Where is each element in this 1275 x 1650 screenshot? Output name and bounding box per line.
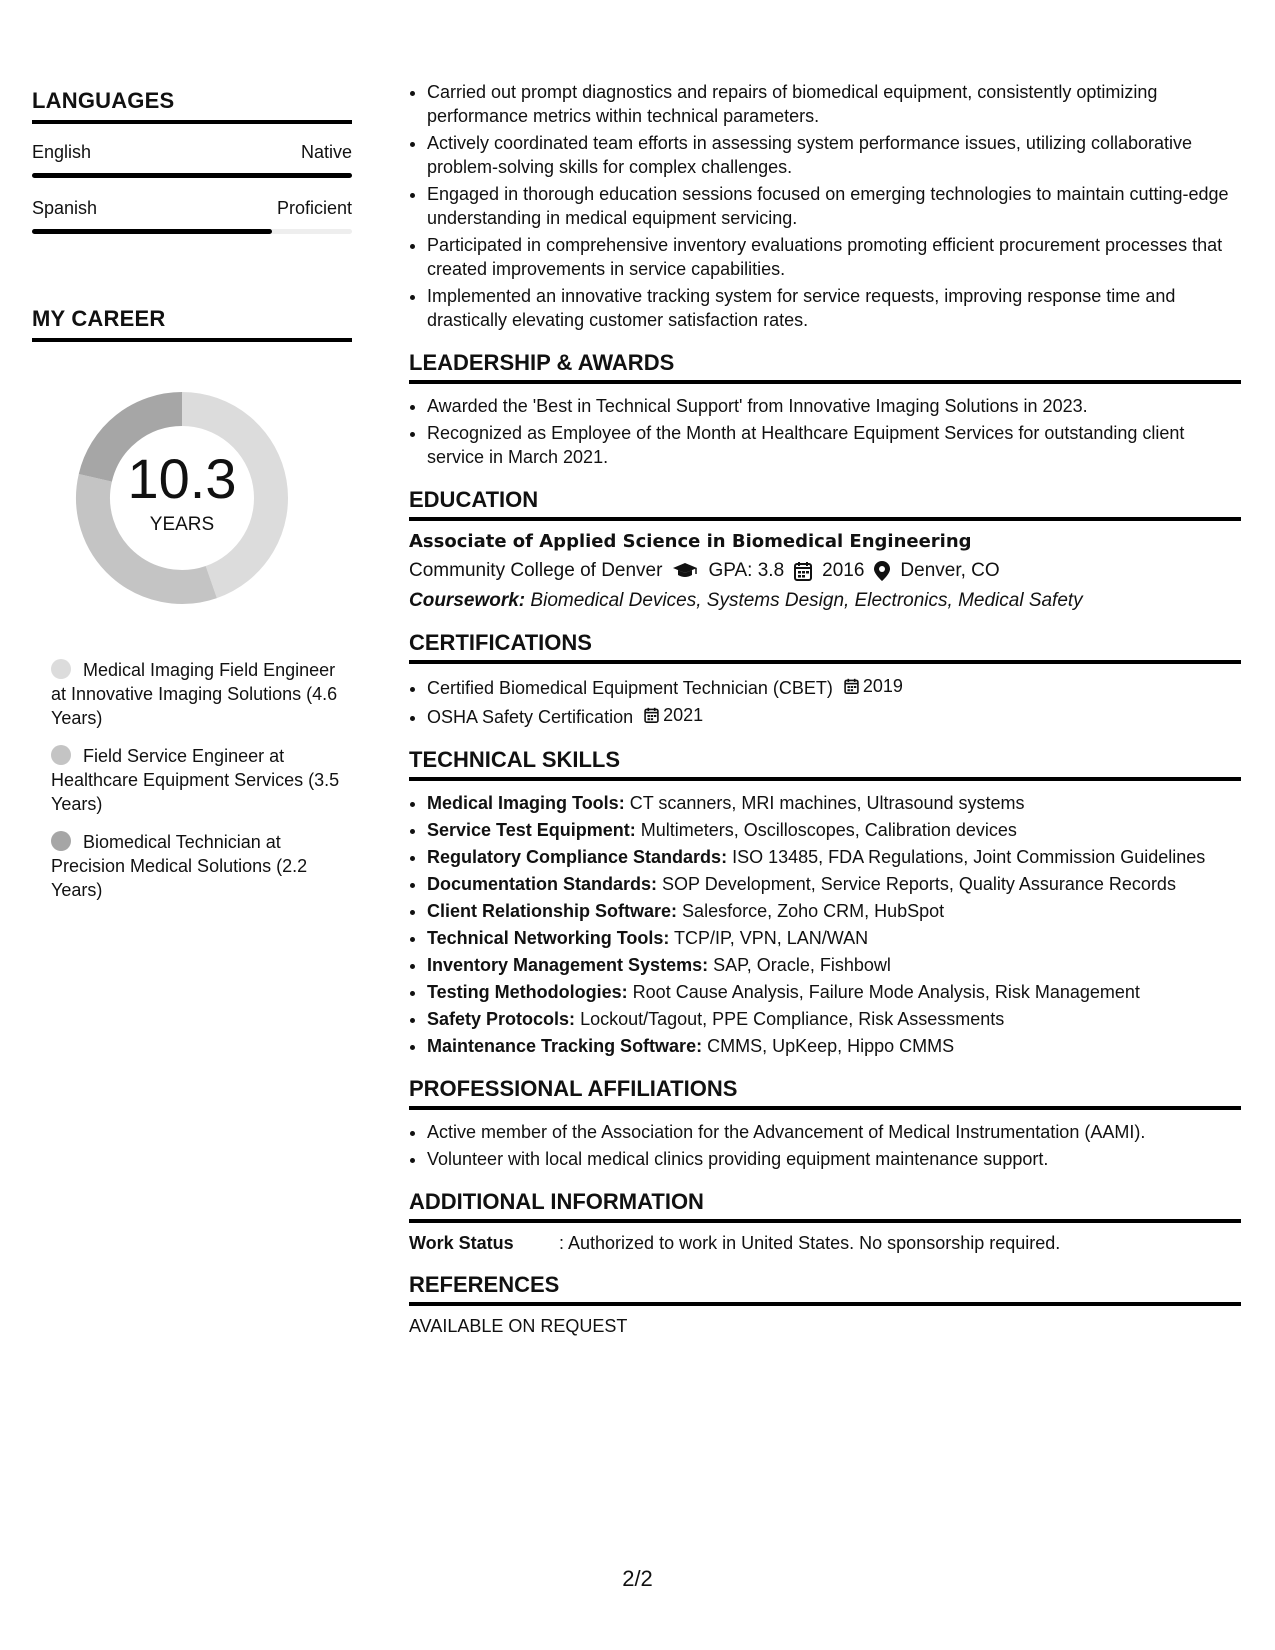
certifications-heading: CERTIFICATIONS (409, 630, 1241, 664)
languages-heading: LANGUAGES (32, 88, 352, 124)
skill-item (427, 818, 1241, 842)
career-legend-item (51, 658, 341, 730)
legend-dot (51, 659, 71, 679)
education-year: 2016 (822, 560, 865, 581)
certification-year: 2021 (663, 705, 704, 725)
career-donut-chart (62, 378, 302, 618)
skill-value: Salesforce, Zoho CRM, HubSpot (682, 901, 945, 921)
language-name: English (32, 142, 92, 162)
affiliation-item: • Active member of the Association for the Advancement of Medical Instrumentation (AAMI). (427, 1120, 1241, 1144)
certification-name: Certified Biomedical Equipment Technician (CBET) (427, 678, 833, 698)
legend-label: Biomedical Technician at Precision Medical Solutions (2.2 Years) (51, 832, 308, 900)
certification-item (427, 674, 1241, 700)
education-details (409, 560, 1241, 582)
work-status-label: Work Status (409, 1233, 514, 1253)
skill-label: Regulatory Compliance Standards: (427, 847, 728, 867)
left-column (32, 88, 352, 916)
skill-value: CMMS, UpKeep, Hippo CMMS (707, 1036, 955, 1056)
experience-bullets (409, 80, 1241, 332)
skill-label: Inventory Management Systems: (427, 955, 709, 975)
legend-label: Medical Imaging Field Engineer at Innovative Imaging Solutions (4.6 Years) (51, 660, 338, 728)
experience-bullet: • Actively coordinated team efforts in assessing system performance issues, utilizing collaborative problem-solving skills for complex challenges. (427, 131, 1241, 179)
leadership-item: • Awarded the 'Best in Technical Support' from Innovative Imaging Solutions in 2023. (427, 394, 1241, 418)
certifications-list (409, 674, 1241, 729)
calendar-icon (844, 678, 859, 694)
education-school: Community College of Denver (409, 560, 663, 581)
language-proficiency-bar (32, 229, 352, 234)
career-years-unit: YEARS (149, 514, 215, 535)
affiliation-item: • Volunteer with local medical clinics providing equipment maintenance support. (427, 1147, 1241, 1171)
skill-value: Lockout/Tagout, PPE Compliance, Risk Assessments (580, 1009, 1005, 1029)
skill-item (427, 953, 1241, 977)
leadership-list (409, 394, 1241, 469)
legend-dot (51, 745, 71, 765)
language-proficiency-bar (32, 173, 352, 178)
skill-item (427, 926, 1241, 950)
calendar-icon (644, 707, 659, 723)
affiliations-list (409, 1120, 1241, 1171)
education-gpa: GPA: 3.8 (708, 560, 785, 581)
language-proficiency-fill (32, 229, 272, 234)
graduation-cap-icon (672, 562, 698, 580)
skills-heading: TECHNICAL SKILLS (409, 747, 1241, 781)
language-level: Proficient (276, 198, 352, 218)
language-item (32, 142, 352, 178)
skill-label: Technical Networking Tools: (427, 928, 670, 948)
education-heading: EDUCATION (409, 487, 1241, 521)
experience-bullet: • Participated in comprehensive inventory evaluations promoting efficient procurement processes that created improvements in service capabilities. (427, 233, 1241, 281)
skill-item (427, 980, 1241, 1004)
career-total-years: 10.3 (127, 447, 237, 510)
skill-value: SOP Development, Service Reports, Quality Assurance Records (662, 874, 1176, 894)
legend-label: Field Service Engineer at Healthcare Equipment Services (3.5 Years) (51, 746, 340, 814)
skill-label: Safety Protocols: (427, 1009, 576, 1029)
legend-dot (51, 831, 71, 851)
work-status-row (409, 1233, 1241, 1254)
career-legend-item (51, 744, 341, 816)
skill-label: Testing Methodologies: (427, 982, 628, 1002)
leadership-item: • Recognized as Employee of the Month at Healthcare Equipment Services for outstanding client service in March 2021. (427, 421, 1241, 469)
education-degree: Associate of Applied Science in Biomedical Engineering (409, 531, 972, 552)
skill-label: Documentation Standards: (427, 874, 658, 894)
skill-label: Service Test Equipment: (427, 820, 636, 840)
education-coursework (409, 590, 1241, 612)
career-heading: MY CAREER (32, 306, 352, 342)
additional-info-heading: ADDITIONAL INFORMATION (409, 1189, 1241, 1223)
certification-name: OSHA Safety Certification (427, 707, 634, 727)
education-location: Denver, CO (900, 560, 1000, 581)
skill-item (427, 1034, 1241, 1058)
right-column (409, 80, 1241, 1337)
skill-value: ISO 13485, FDA Regulations, Joint Commission Guidelines (732, 847, 1206, 867)
skill-item (427, 791, 1241, 815)
work-status-value: : Authorized to work in United States. No sponsorship required. (559, 1233, 1061, 1253)
calendar-icon (794, 561, 812, 581)
skill-label: Medical Imaging Tools: (427, 793, 625, 813)
skill-value: SAP, Oracle, Fishbowl (713, 955, 891, 975)
language-item (32, 198, 352, 234)
skill-value: CT scanners, MRI machines, Ultrasound systems (629, 793, 1025, 813)
skill-item (427, 872, 1241, 896)
experience-bullet: • Implemented an innovative tracking system for service requests, improving response time and drastically elevating customer satisfaction rates. (427, 284, 1241, 332)
coursework-value: Biomedical Devices, Systems Design, Electronics, Medical Safety (530, 590, 1083, 611)
skill-item (427, 899, 1241, 923)
page-number: 2/2 (622, 1566, 653, 1591)
affiliations-heading: PROFESSIONAL AFFILIATIONS (409, 1076, 1241, 1110)
skill-label: Maintenance Tracking Software: (427, 1036, 703, 1056)
location-pin-icon (874, 561, 890, 581)
language-level: Native (300, 142, 352, 162)
leadership-heading: LEADERSHIP & AWARDS (409, 350, 1241, 384)
career-legend (51, 658, 341, 902)
language-name: Spanish (32, 198, 98, 218)
skill-value: Multimeters, Oscilloscopes, Calibration devices (640, 820, 1017, 840)
references-text: AVAILABLE ON REQUEST (409, 1316, 628, 1336)
certification-item (427, 703, 1241, 729)
skills-list (409, 791, 1241, 1058)
experience-bullet: • Engaged in thorough education sessions focused on emerging technologies to maintain cutting-edge understanding in medical equipment servicing. (427, 182, 1241, 230)
experience-bullet: • Carried out prompt diagnostics and repairs of biomedical equipment, consistently optimizing performance metrics within technical parameters. (427, 80, 1241, 128)
language-proficiency-fill (32, 173, 352, 178)
career-legend-item (51, 830, 341, 902)
skill-item (427, 1007, 1241, 1031)
references-heading: REFERENCES (409, 1272, 1241, 1306)
coursework-label: Coursework: (409, 590, 526, 611)
certification-year: 2019 (862, 676, 903, 696)
skill-value: TCP/IP, VPN, LAN/WAN (674, 928, 869, 948)
skill-value: Root Cause Analysis, Failure Mode Analysis, Risk Management (632, 982, 1140, 1002)
skill-label: Client Relationship Software: (427, 901, 678, 921)
skill-item (427, 845, 1241, 869)
